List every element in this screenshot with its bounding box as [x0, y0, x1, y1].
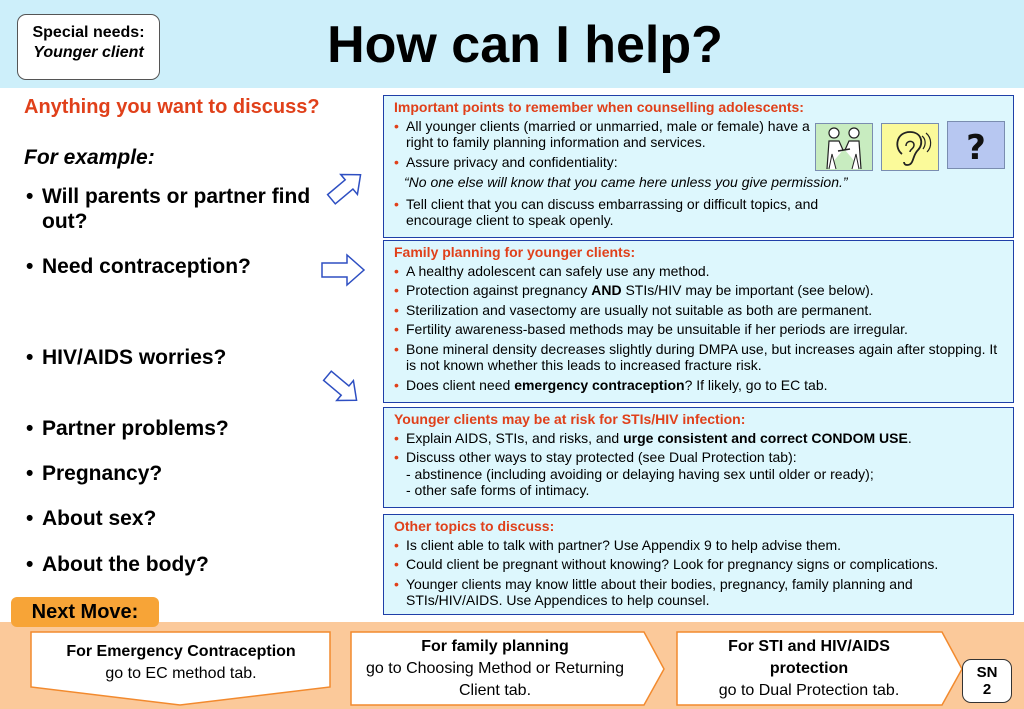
- tag-line-1: Special needs:: [32, 24, 145, 41]
- list-item: [394, 282, 1005, 299]
- arrow-down-right-icon: [318, 366, 366, 410]
- list-item: [394, 377, 1005, 394]
- other-topics-box: [383, 514, 1014, 615]
- item-text-pre: Explain AIDS, STIs, and risks, and: [406, 429, 624, 446]
- family-planning-heading: Family planning for younger clients:: [394, 244, 636, 260]
- handshake-icon: [815, 123, 873, 171]
- item-text: Assure privacy and confidentiality:: [406, 153, 618, 170]
- list-item: [394, 449, 1005, 499]
- bullet-parents: • Will parents or partner find out?: [26, 184, 316, 234]
- sti-title: For STI and HIV/AIDS protection: [728, 638, 890, 677]
- list-item: [394, 537, 1005, 554]
- question-icon: [947, 121, 1005, 169]
- ear-icon: [881, 123, 939, 171]
- svg-text:?: ?: [966, 128, 986, 168]
- item-text-pre: Does client need: [406, 376, 515, 393]
- arrow-right-icon: [320, 252, 366, 288]
- privacy-quote: “No one else will know that you came here unless you give permission.”: [404, 174, 848, 190]
- next-move-label: Next Move:: [11, 597, 159, 627]
- page-code-line-2: 2: [982, 681, 992, 698]
- item-text-post: ? If likely, go to EC tab.: [684, 376, 828, 393]
- item-text: Sterilization and vasectomy are usually not suitable as both are permanent.: [406, 301, 873, 318]
- page-title: How can I help?: [327, 16, 723, 74]
- section-tag: [17, 14, 160, 80]
- item-text: Tell client that you can discuss embarrassing or difficult topics, and encourage client to speak openly.: [406, 195, 819, 228]
- bullet-text: About the body?: [42, 553, 209, 576]
- list-item: [394, 196, 881, 229]
- item-text: • Discuss other ways to stay protected (see Dual Protection tab):: [406, 449, 797, 465]
- item-text: Bone mineral density decreases slightly during DMPA use, but increases again after stopping. It is not known whether this leads to increased fracture risk.: [406, 340, 998, 373]
- item-text: All younger clients (married or unmarried, male or female) have a right to family planning information and services.: [406, 117, 810, 150]
- bullet-hiv: • HIV/AIDS worries?: [26, 345, 316, 370]
- item-text-post: .: [907, 429, 912, 446]
- item-text-bold: emergency contraception: [514, 376, 685, 393]
- bullet-pregnancy: • Pregnancy?: [26, 461, 316, 486]
- bullet-text: About sex?: [42, 507, 157, 530]
- sti-risk-box: [383, 407, 1014, 508]
- discuss-question: Anything you want to discuss?: [24, 96, 320, 118]
- item-text: Could client be pregnant without knowing? Look for pregnancy signs or complications.: [406, 556, 939, 572]
- list-item: [394, 556, 1005, 573]
- bullet-text: Will parents or partner find out?: [42, 185, 311, 233]
- sti-button[interactable]: [690, 636, 928, 702]
- item-text-bold: urge consistent and correct CONDOM USE: [623, 429, 908, 446]
- bullet-text: Pregnancy?: [42, 462, 163, 485]
- item-text-post: STIs/HIV may be important (see below).: [621, 282, 874, 298]
- item-text: Fertility awareness-based methods may be unsuitable if her periods are irregular.: [406, 321, 908, 337]
- item-subtext: - other safe forms of intimacy.: [406, 482, 590, 498]
- tag-line-2: Younger client: [33, 44, 144, 61]
- item-subtext: - abstinence (including avoiding or delaying having sex until older or ready);: [406, 465, 874, 482]
- list-item: [394, 302, 1005, 319]
- page-code-badge: [962, 659, 1012, 703]
- sti-text: go to Dual Protection tab.: [718, 682, 900, 699]
- sti-risk-heading: Younger clients may be at risk for STIs/HIV infection:: [394, 411, 746, 427]
- ec-text: go to EC method tab.: [105, 665, 257, 682]
- item-text: Is client able to talk with partner? Use Appendix 9 to help advise them.: [406, 536, 842, 553]
- list-item: [394, 321, 1005, 338]
- bullet-text: Partner problems?: [42, 417, 229, 440]
- bullet-sex: • About sex?: [26, 506, 316, 531]
- fp-button[interactable]: [352, 636, 638, 702]
- bullet-text: Need contraception?: [42, 255, 251, 278]
- bullet-body: • About the body?: [26, 552, 316, 577]
- other-topics-heading: Other topics to discuss:: [394, 518, 555, 534]
- example-label: For example:: [24, 146, 155, 169]
- bullet-partner: • Partner problems?: [26, 416, 316, 441]
- list-item: [394, 118, 811, 151]
- item-text: Younger clients may know little about their bodies, pregnancy, family planning and STIs/HIV/AIDS. Use Appendices to help counsel.: [406, 575, 913, 608]
- bullet-contraception: • Need contraception?: [26, 254, 316, 279]
- page-code-line-1: SN: [976, 664, 998, 681]
- arrow-up-right-icon: [322, 165, 370, 209]
- counselling-heading: Important points to remember when counselling adolescents:: [394, 99, 804, 115]
- item-text: A healthy adolescent can safely use any method.: [406, 262, 710, 279]
- bullet-text: HIV/AIDS worries?: [42, 346, 227, 369]
- family-planning-box: [383, 240, 1014, 403]
- item-text-bold: AND: [591, 282, 622, 298]
- list-item: [394, 341, 1005, 374]
- ec-button[interactable]: [32, 641, 330, 685]
- fp-text: go to Choosing Method or Returning Client tab.: [366, 660, 624, 699]
- list-item: [394, 430, 1005, 447]
- list-item: [394, 263, 1005, 280]
- item-text-pre: Protection against pregnancy: [406, 282, 592, 298]
- list-item: [394, 576, 1005, 609]
- fp-title: For family planning: [421, 638, 569, 655]
- ec-title: For Emergency Contraception: [66, 643, 296, 660]
